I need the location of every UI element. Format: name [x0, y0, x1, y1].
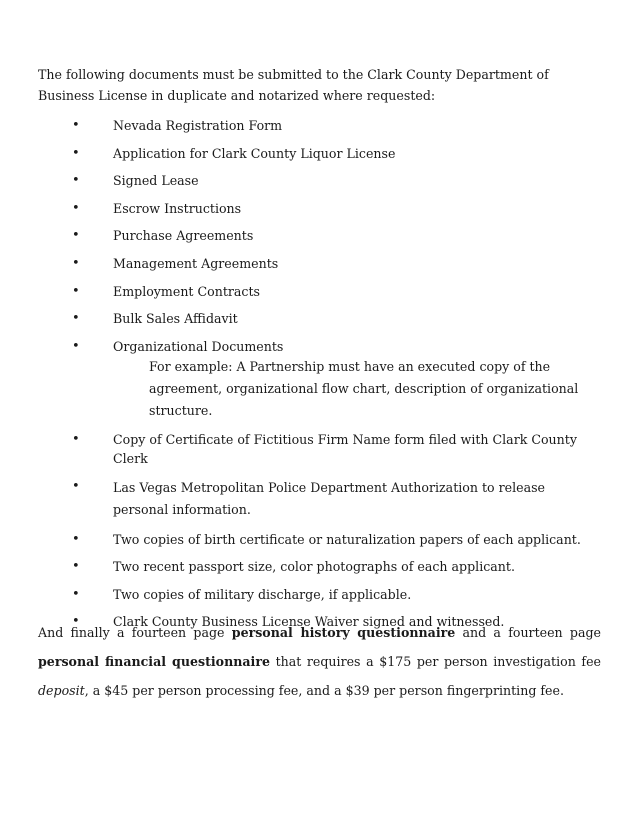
- bullet-icon: •: [72, 228, 80, 244]
- list-item: [0, 116, 638, 135]
- bullet-icon: •: [72, 145, 80, 161]
- list-item: [0, 477, 638, 521]
- document-list: [0, 116, 638, 631]
- bullet-icon: •: [72, 255, 80, 271]
- list-item: [0, 337, 638, 422]
- list-item-text: Management Agreements: [113, 255, 279, 271]
- deposit-term: deposit: [38, 683, 85, 698]
- list-item-text: Two copies of military discharge, if applicable.: [113, 586, 412, 602]
- bullet-icon: •: [72, 478, 80, 494]
- list-item: [0, 557, 638, 576]
- list-item: [0, 430, 638, 468]
- list-item-text: Las Vegas Metropolitan Police Department Authorization to release personal information.: [113, 479, 545, 517]
- list-item-text: Escrow Instructions: [113, 200, 242, 216]
- list-item: [0, 282, 638, 301]
- bullet-icon: •: [72, 118, 80, 133]
- list-item: [0, 585, 638, 604]
- closing-text: and a fourteen page: [455, 625, 601, 640]
- list-item: [0, 226, 638, 245]
- list-item-text: Purchase Agreements: [113, 228, 254, 244]
- list-item-subtext: For example: A Partnership must have an executed copy of the agreement, organizational flow chart, description of organizational structure.: [149, 358, 579, 418]
- list-item: [0, 530, 638, 549]
- list-item: [0, 171, 638, 190]
- closing-text: And finally a fourteen page: [38, 625, 232, 640]
- list-item-text: Signed Lease: [113, 173, 199, 189]
- bullet-icon: •: [72, 531, 80, 547]
- bullet-icon: •: [72, 173, 80, 189]
- bullet-icon: •: [72, 559, 80, 575]
- closing-paragraph: [38, 618, 601, 705]
- list-item-text: Clark County Business License Waiver signed and witnessed.: [113, 614, 505, 630]
- list-item-text: Application for Clark County Liquor License: [113, 145, 396, 161]
- list-item-text: Two recent passport size, color photographs of each applicant.: [113, 559, 515, 575]
- bullet-icon: •: [72, 338, 80, 354]
- financial-questionnaire-label: personal financial questionnaire: [38, 654, 270, 669]
- list-item: [0, 309, 638, 328]
- closing-text: , a $45 per person processing fee, and a $39 per person fingerprinting fee.: [84, 683, 564, 698]
- list-item-text: Copy of Certificate of Fictitious Firm Name form filed with Clark County Clerk: [113, 432, 577, 467]
- bullet-icon: •: [72, 311, 80, 327]
- bullet-icon: •: [72, 586, 80, 602]
- list-item-text: Nevada Registration Form: [113, 118, 283, 133]
- history-questionnaire-label: personal history questionnaire: [231, 625, 456, 640]
- list-item: [0, 199, 638, 218]
- list-item: [0, 254, 638, 273]
- closing-text: that requires a $175 per person investigation fee: [269, 654, 601, 669]
- bullet-icon: •: [72, 432, 80, 448]
- bullet-icon: •: [72, 614, 80, 630]
- list-item: [0, 144, 638, 163]
- list-item-text: Employment Contracts: [113, 283, 260, 299]
- list-item-text: Bulk Sales Affidavit: [113, 311, 238, 327]
- intro-paragraph: The following documents must be submitted to the Clark County Department of Business License in duplicate and notarized where requested:: [38, 67, 549, 103]
- bullet-icon: •: [72, 283, 80, 299]
- list-item-text: Organizational Documents: [113, 338, 284, 354]
- list-item-text: Two copies of birth certificate or naturalization papers of each applicant.: [113, 531, 581, 547]
- bullet-icon: •: [72, 200, 80, 216]
